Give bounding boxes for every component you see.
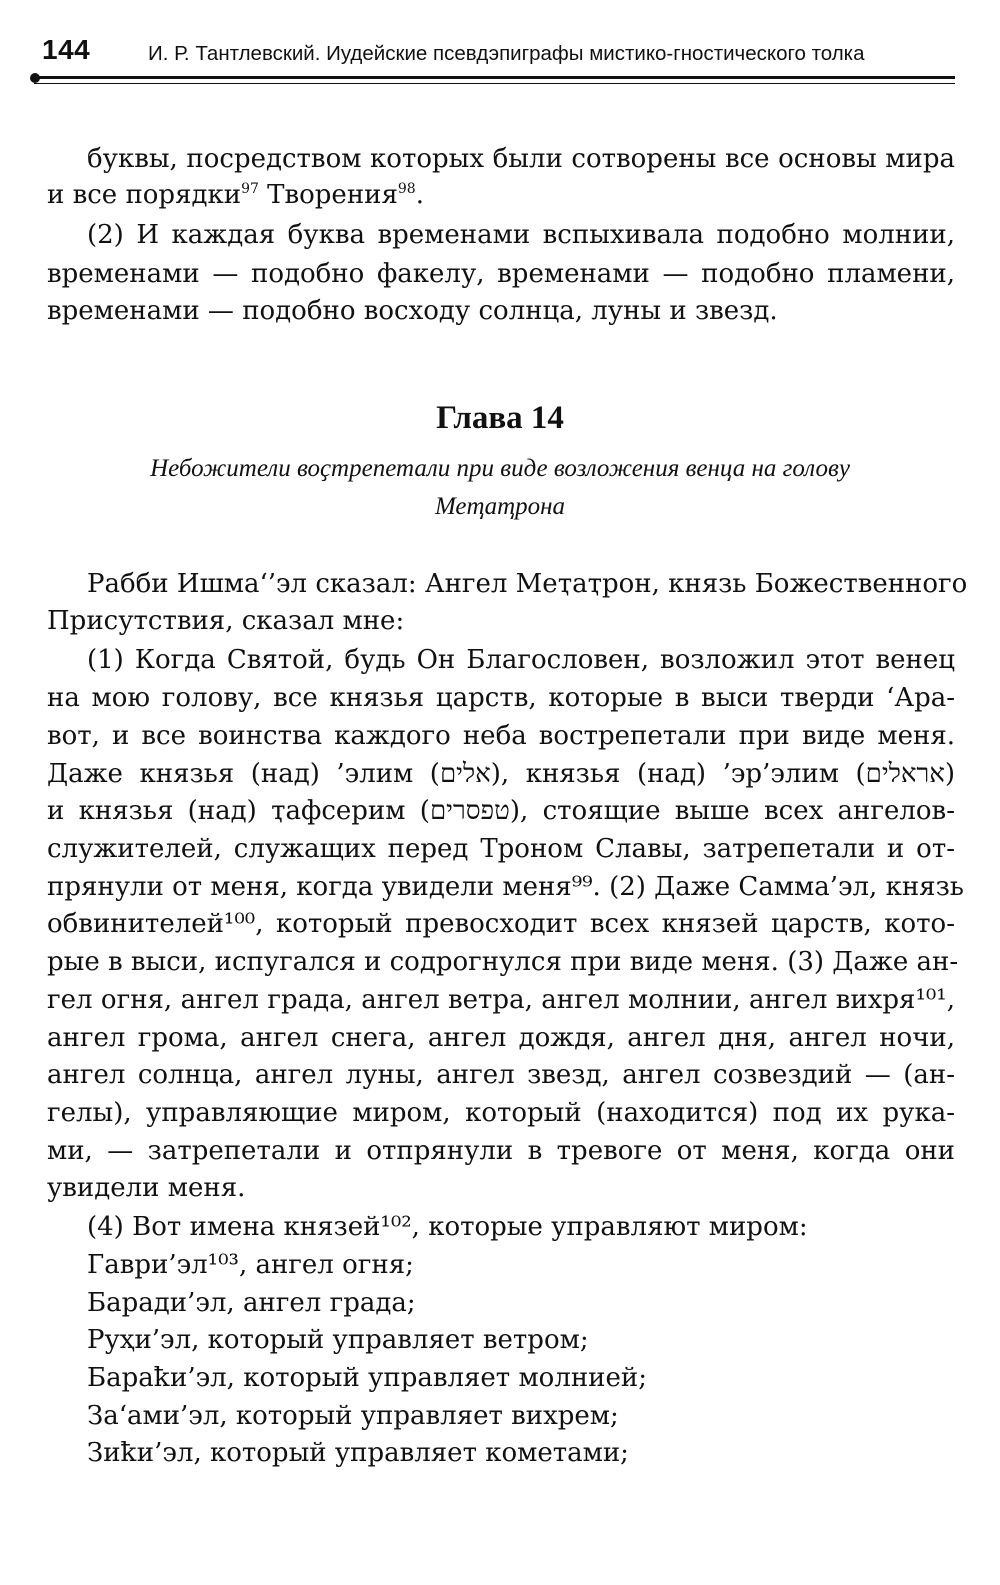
chapter-title: Глава 14 [436,400,564,436]
running-title: И. Р. Тантлевский. Иудейские псевдэпиграфы мистико-гностического толка [148,42,865,65]
text-line: и все порядки$^{97}$ Творения$^{98}$. [47,180,424,210]
list-line: Руҳи’эл, который управляет ветром; [87,1325,589,1355]
page-header [30,30,955,80]
page-number: 144 [42,34,91,65]
text-line: рые в выси, испугался и содрогнулся при виде меня. (3) Даже ан- [47,947,959,977]
text-line: вот, и все воинства каждого неба вострепетали при виде меня. [47,721,955,751]
text-line: ми, — затрепетали и отпрянули в тревоге от меня, когда они [47,1136,955,1166]
text-line: прянули от меня, когда увидели меня⁹⁹. (2) Даже Самма’эл, князь [47,872,964,902]
text-line: (1) Когда Святой, будь Он Благословен, возложил этот венец [87,645,955,675]
footnote-ref: 97 [241,181,259,197]
text-line: Присутствия, сказал мне: [47,606,405,636]
text-line: служителей, служащих перед Троном Славы, затрепетали и от- [47,834,955,864]
text-line: гелы), управляющие миром, который (находится) под их рука- [47,1098,955,1128]
text-line: временами — подобно восходу солнца, луны и звезд. [47,296,778,326]
chapter-subtitle-line-1: Небожители воҫтрепетали при виде возложения венца на голову [150,455,850,482]
text-line: увидели меня. [47,1173,246,1203]
text-line: ангел грома, ангел снега, ангел дождя, ангел дня, ангел ночи, [47,1023,955,1053]
list-line: Зиҟи’эл, который управляет кометами; [87,1438,629,1468]
footnote-ref: 98 [397,181,416,197]
text-line: буквы, посредством которых были сотворены все основы мира [87,144,955,174]
text-line: (2) И каждая буква временами вспыхивала подобно молнии, [87,220,955,250]
list-line: (4) Вот имена князей¹⁰², которые управляют миром: [87,1212,808,1242]
list-line: Баради’эл, ангел града; [87,1288,416,1318]
text-line: временами — подобно факелу, временами — подобно пламени, [47,259,955,289]
list-line: Гаври’эл¹⁰³, ангел огня; [87,1250,414,1280]
text-line: Рабби Ишма‘’эл сказал: Ангел Меҭаҭрон, князь Божественного [87,569,968,599]
text-line: обвинителей¹⁰⁰, который превосходит всех князей царств, кото- [47,909,955,939]
text-line: на мою голову, все князья царств, которые в выси тверди ‘Ара- [47,683,955,713]
chapter-subtitle-line-2: Меҭаҭрона [434,493,566,520]
list-line: За‘ами’эл, который управляет вихрем; [87,1401,619,1431]
header-rule-thick [34,76,955,79]
text-line: Даже князья (над) ’элим (אלים), князья (над) ’эр’элим (אראלים) [47,759,955,789]
text-line: гел огня, ангел града, ангел ветра, ангел молнии, ангел вихря¹⁰¹, [47,985,955,1015]
text-line: ангел солнца, ангел луны, ангел звезд, ангел созвездий — (ан- [47,1060,955,1090]
header-rule-thin [34,83,955,84]
list-line: Бараҟи’эл, который управляет молнией; [87,1363,647,1393]
text-line: и князья (над) ҭафсерим (טפסרים), стоящие выше всех ангелов- [47,796,955,826]
